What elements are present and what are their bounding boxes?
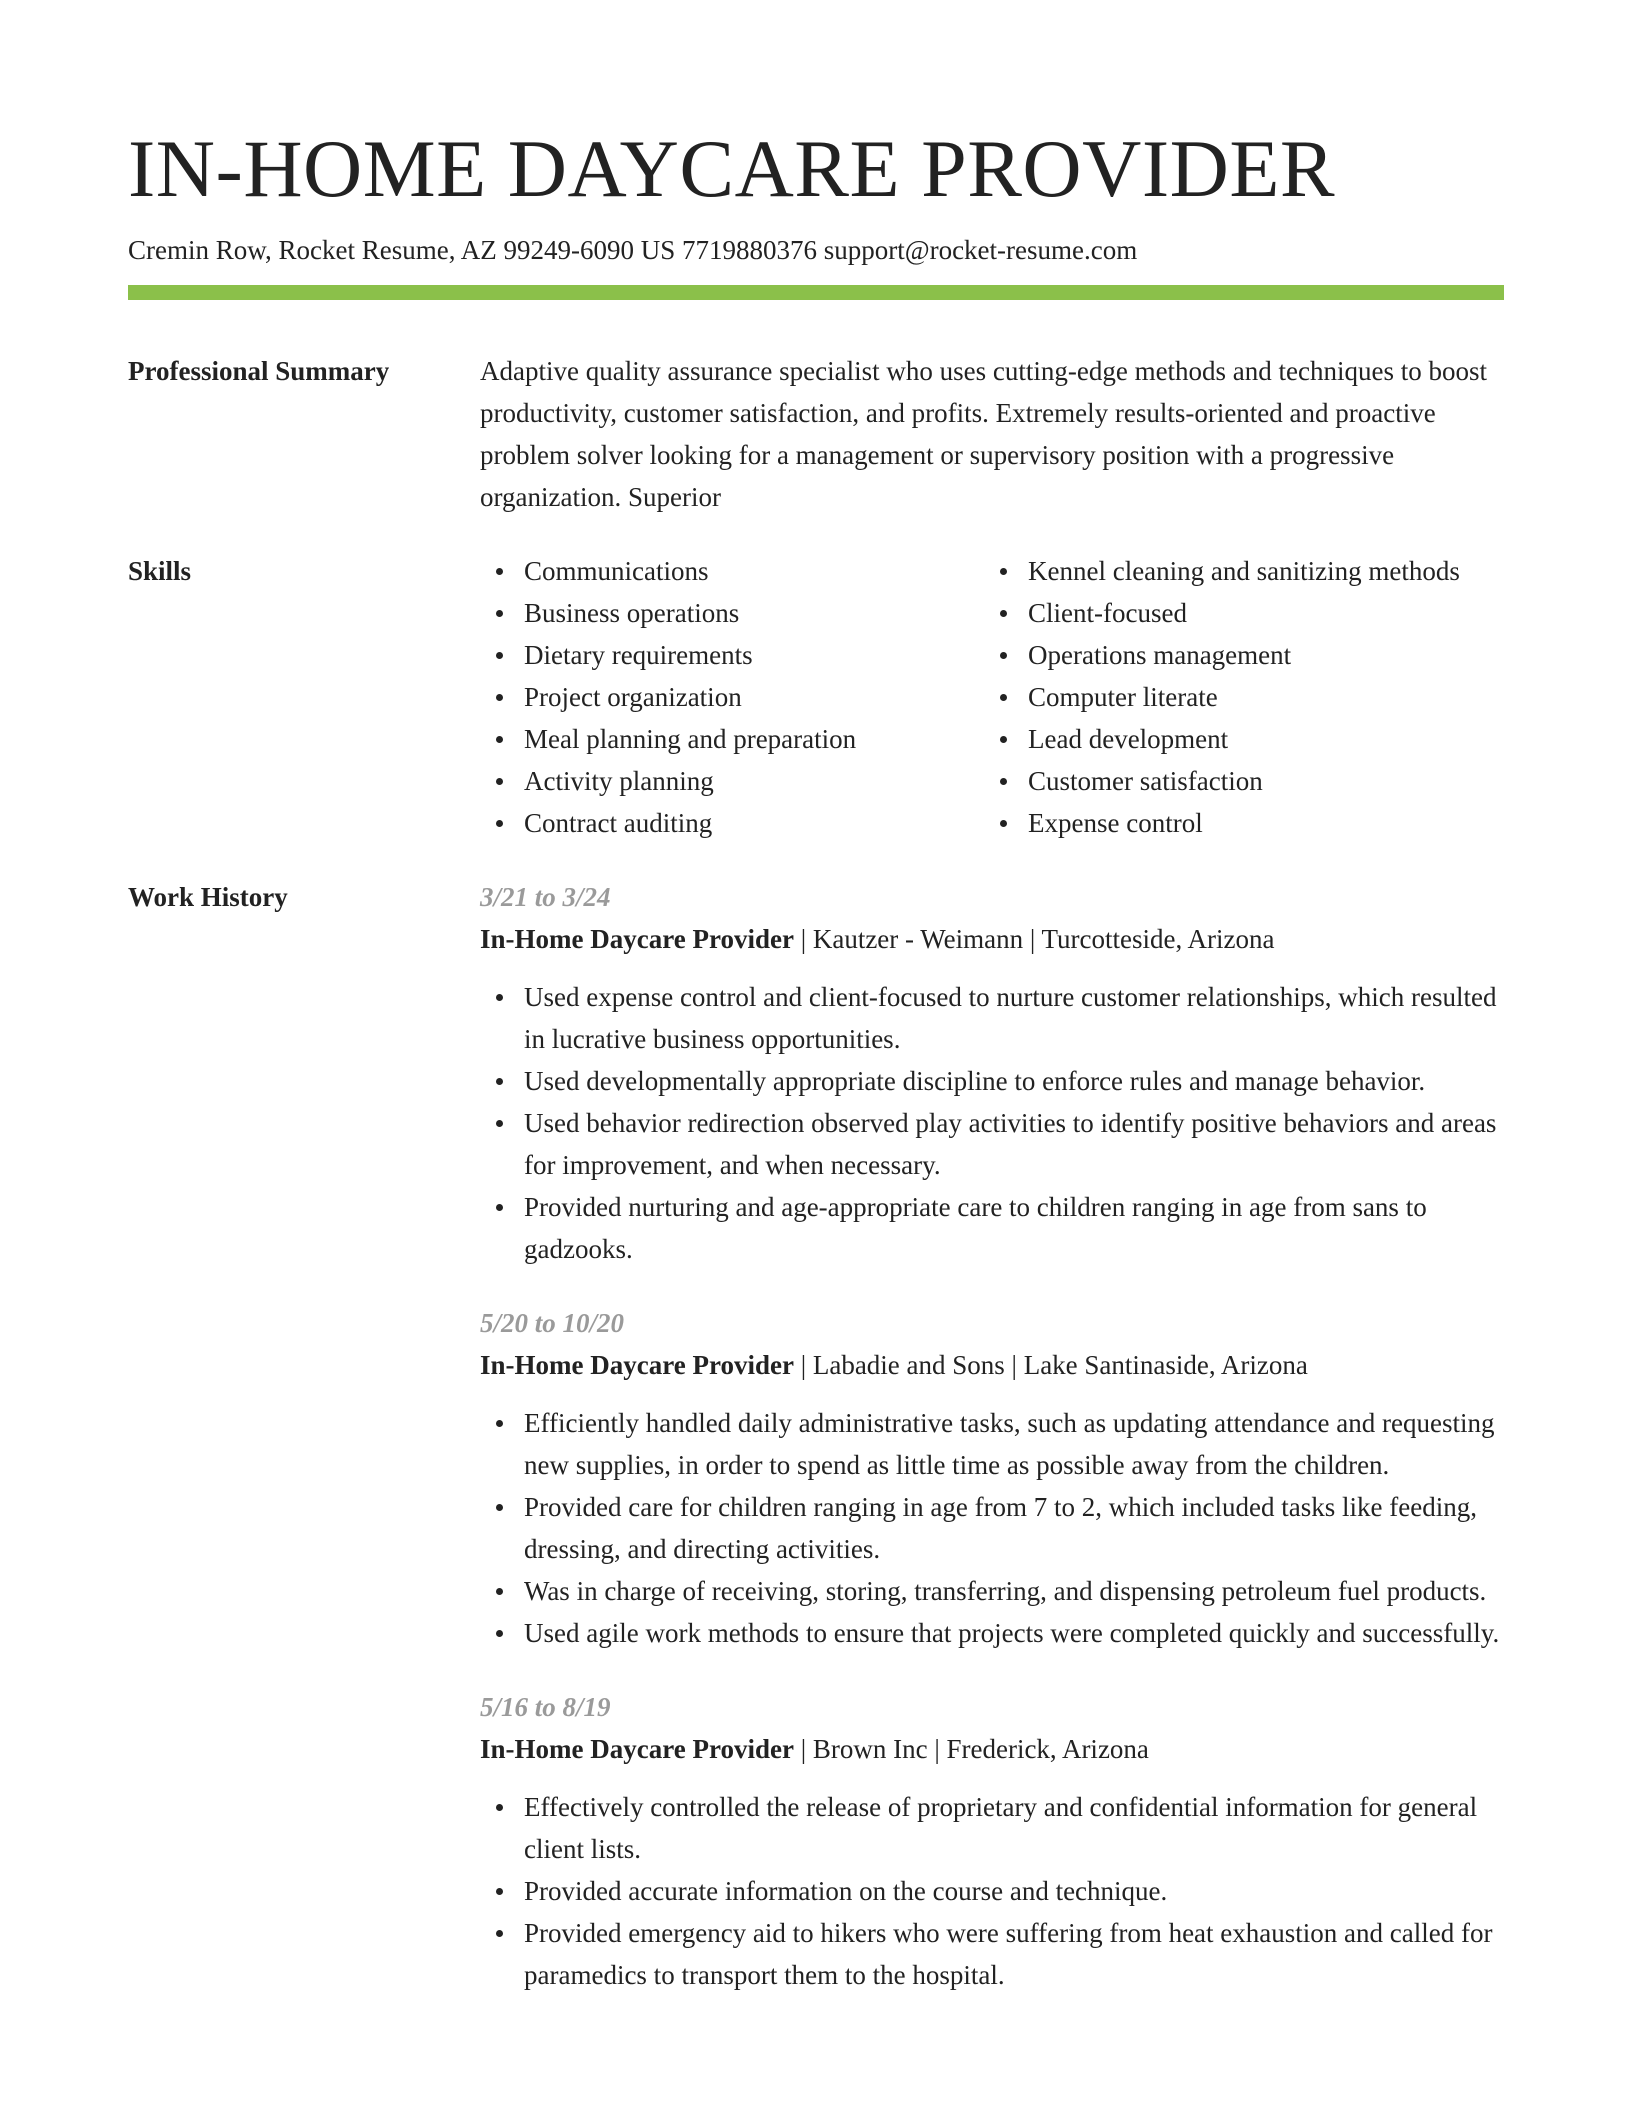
job-bullets [480,1402,1504,1654]
skill-item: Computer literate [1028,676,1504,718]
skills-column-left [480,550,984,844]
skill-item: Business operations [524,592,984,634]
job-title: In-Home Daycare Provider [480,1734,794,1764]
job-bullet: Was in charge of receiving, storing, transferring, and dispensing petroleum fuel products. [524,1570,1504,1612]
job-bullet: Provided nurturing and age-appropriate care to children ranging in age from sans to gadzooks. [524,1186,1504,1270]
job-entry [480,876,1504,1270]
job-location: Lake Santinaside, Arizona [1023,1350,1308,1380]
job-location: Turcotteside, Arizona [1041,924,1275,954]
job-heading [480,918,1504,960]
job-bullet: Used developmentally appropriate discipline to enforce rules and manage behavior. [524,1060,1504,1102]
skills-list [480,550,1504,844]
summary-section [128,350,1504,518]
job-location: Frederick, Arizona [946,1734,1149,1764]
job-dates: 3/21 to 3/24 [480,882,611,912]
job-title: In-Home Daycare Provider [480,924,794,954]
job-title: In-Home Daycare Provider [480,1350,794,1380]
job-heading [480,1728,1504,1770]
work-history-section [128,876,1504,1996]
job-company: Labadie and Sons [812,1350,1005,1380]
job-bullet: Provided care for children ranging in age from 7 to 2, which included tasks like feeding, dressing, and directing activities. [524,1486,1504,1570]
skill-item: Contract auditing [524,802,984,844]
job-entry [480,1302,1504,1654]
skill-item: Kennel cleaning and sanitizing methods [1028,550,1504,592]
job-dates: 5/20 to 10/20 [480,1308,625,1338]
skill-item: Operations management [1028,634,1504,676]
skill-item: Communications [524,550,984,592]
job-heading [480,1344,1504,1386]
skills-column-right [984,550,1504,844]
resume-page [128,0,1504,1996]
skill-item: Activity planning [524,760,984,802]
skill-item: Expense control [1028,802,1504,844]
job-separator: | [793,1350,813,1380]
summary-title: Professional Summary [128,356,390,386]
job-bullet: Used expense control and client-focused to nurture customer relationships, which resulted in lucrative business opportunities. [524,976,1504,1060]
skill-item: Client-focused [1028,592,1504,634]
job-bullets [480,1786,1504,1996]
job-separator: | [1004,1350,1024,1380]
work-history-title: Work History [128,882,288,912]
job-bullet: Used behavior redirection observed play activities to identify positive behaviors and areas for improvement, and when necessary. [524,1102,1504,1186]
job-entry [480,1686,1504,1996]
job-company: Brown Inc [812,1734,928,1764]
job-separator: | [793,924,813,954]
skill-item: Lead development [1028,718,1504,760]
job-separator: | [927,1734,947,1764]
skills-title: Skills [128,556,192,586]
contact-info: Cremin Row, Rocket Resume, AZ 99249-6090 US 7719880376 support@rocket-resume.com [128,235,1138,265]
job-bullet: Effectively controlled the release of proprietary and confidential information for general client lists. [524,1786,1504,1870]
skill-item: Dietary requirements [524,634,984,676]
job-separator: | [1023,924,1042,954]
job-bullet: Provided accurate information on the course and technique. [524,1870,1504,1912]
job-bullet: Provided emergency aid to hikers who were suffering from heat exhaustion and called for paramedics to transport them to the hospital. [524,1912,1504,1996]
skill-item: Meal planning and preparation [524,718,984,760]
job-bullet: Used agile work methods to ensure that projects were completed quickly and successfully. [524,1612,1504,1654]
resume-name-heading: IN-HOME DAYCARE PROVIDER [128,123,1336,214]
job-separator: | [793,1734,813,1764]
summary-text: Adaptive quality assurance specialist who uses cutting-edge methods and techniques to boost productivity, customer satisfaction, and profits. Extremely results-oriented and proactive problem solver looking for a management or supervisory position with a progressive organization. Superior [480,356,1488,512]
skill-item: Customer satisfaction [1028,760,1504,802]
job-company: Kautzer - Weimann [812,924,1024,954]
job-dates: 5/16 to 8/19 [480,1692,611,1722]
work-history-list [480,876,1504,1996]
skills-section [128,550,1504,844]
job-bullets [480,976,1504,1270]
header-divider [128,285,1504,300]
skill-item: Project organization [524,676,984,718]
job-bullet: Efficiently handled daily administrative tasks, such as updating attendance and requesting new supplies, in order to spend as little time as possible away from the children. [524,1402,1504,1486]
